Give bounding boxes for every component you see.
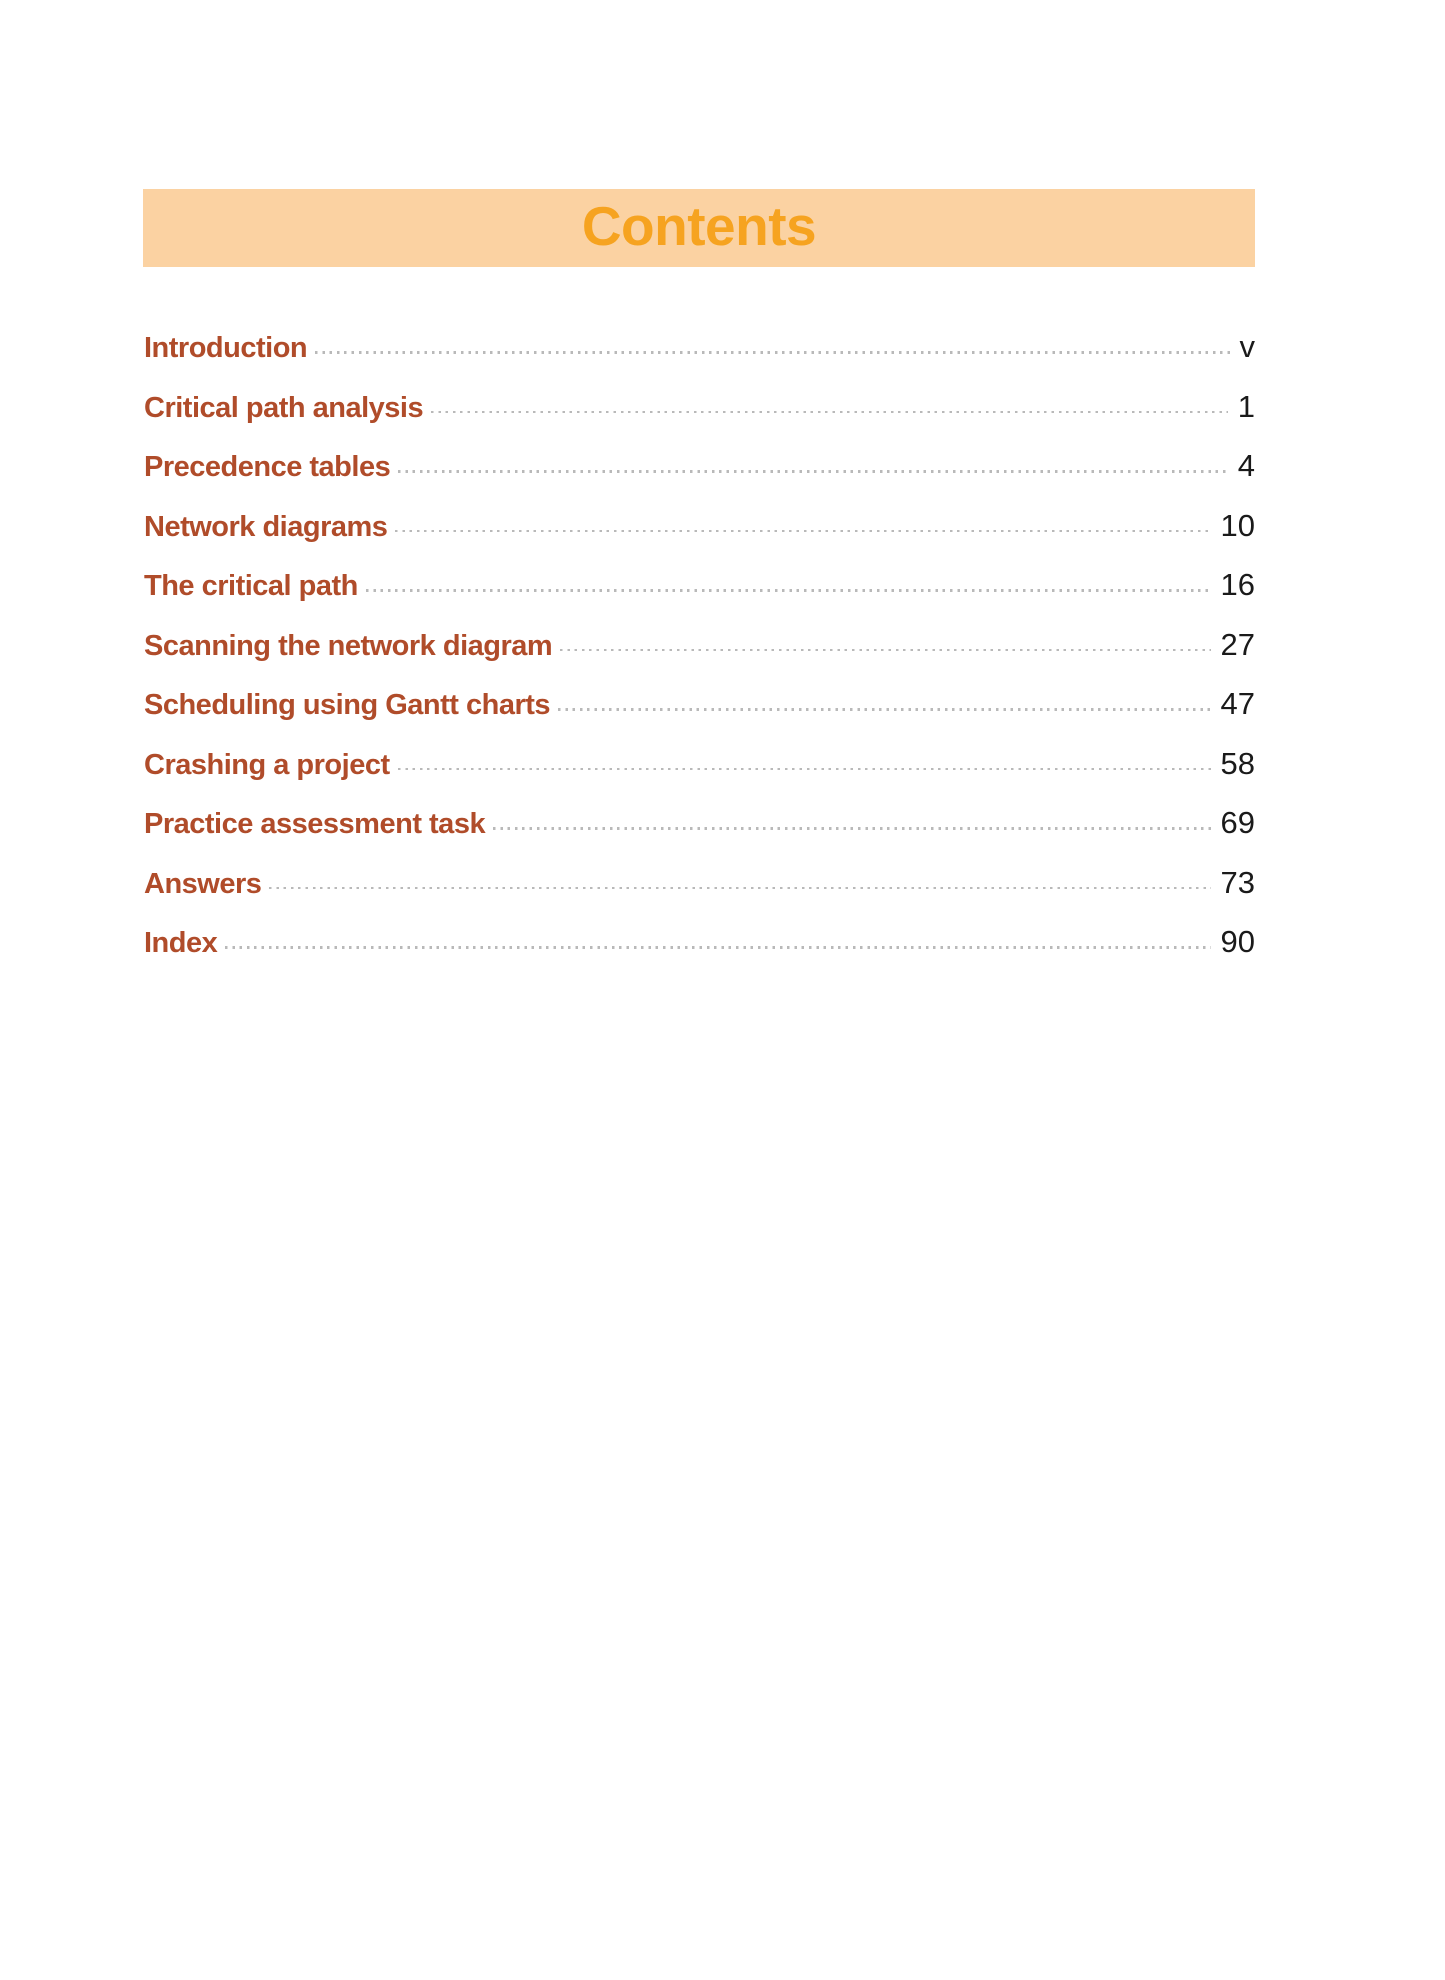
- dot-leader: [431, 411, 1228, 414]
- toc-entry-label: Network diagrams: [144, 510, 388, 543]
- dot-leader: [225, 946, 1210, 949]
- toc-page-number: v: [1239, 329, 1255, 364]
- toc-page-number: 90: [1220, 924, 1255, 959]
- toc-entry-label: Answers: [144, 867, 262, 900]
- toc-entry-label: Introduction: [144, 332, 308, 364]
- toc-row: [144, 615, 1255, 675]
- toc-row: [144, 674, 1255, 734]
- dot-leader: [398, 470, 1228, 473]
- contents-banner: [143, 189, 1255, 267]
- toc-row: [144, 912, 1255, 972]
- toc-entry-label: Index: [144, 927, 218, 959]
- toc-row: [144, 317, 1255, 377]
- toc-entry-label: Precedence tables: [144, 451, 391, 483]
- dot-leader: [493, 827, 1210, 830]
- toc-row: [144, 734, 1255, 794]
- toc-page-number: 4: [1237, 448, 1255, 483]
- toc-entry-label: Scheduling using Gantt charts: [144, 689, 551, 721]
- dot-leader: [395, 530, 1210, 533]
- toc-page-number: 27: [1220, 626, 1255, 662]
- dot-leader: [558, 708, 1210, 711]
- toc-entry-label: Crashing a project: [144, 748, 390, 781]
- toc-list: [144, 317, 1255, 972]
- toc-row: [144, 853, 1255, 913]
- toc-row: [144, 793, 1255, 853]
- dot-leader: [315, 351, 1229, 354]
- dot-leader: [398, 768, 1211, 771]
- toc-page-number: 47: [1220, 686, 1255, 721]
- toc-page-number: 58: [1220, 745, 1255, 781]
- toc-page-number: 16: [1220, 567, 1255, 602]
- toc-row: [144, 496, 1255, 556]
- dot-leader: [269, 887, 1210, 890]
- toc-row: [144, 436, 1255, 496]
- toc-page-number: 1: [1237, 388, 1255, 424]
- toc-entry-label: Practice assessment task: [144, 808, 486, 840]
- toc-row: [144, 555, 1255, 615]
- toc-page-number: 69: [1220, 805, 1255, 840]
- toc-entry-label: The critical path: [144, 570, 358, 602]
- dot-leader: [560, 649, 1210, 652]
- page-title: Contents: [581, 194, 817, 257]
- toc-entry-label: Critical path analysis: [144, 391, 424, 424]
- toc-entry-label: Scanning the network diagram: [144, 629, 553, 662]
- toc-page-number: 10: [1220, 507, 1255, 543]
- toc-row: [144, 377, 1255, 437]
- dot-leader: [366, 589, 1211, 592]
- toc-page-number: 73: [1220, 864, 1255, 900]
